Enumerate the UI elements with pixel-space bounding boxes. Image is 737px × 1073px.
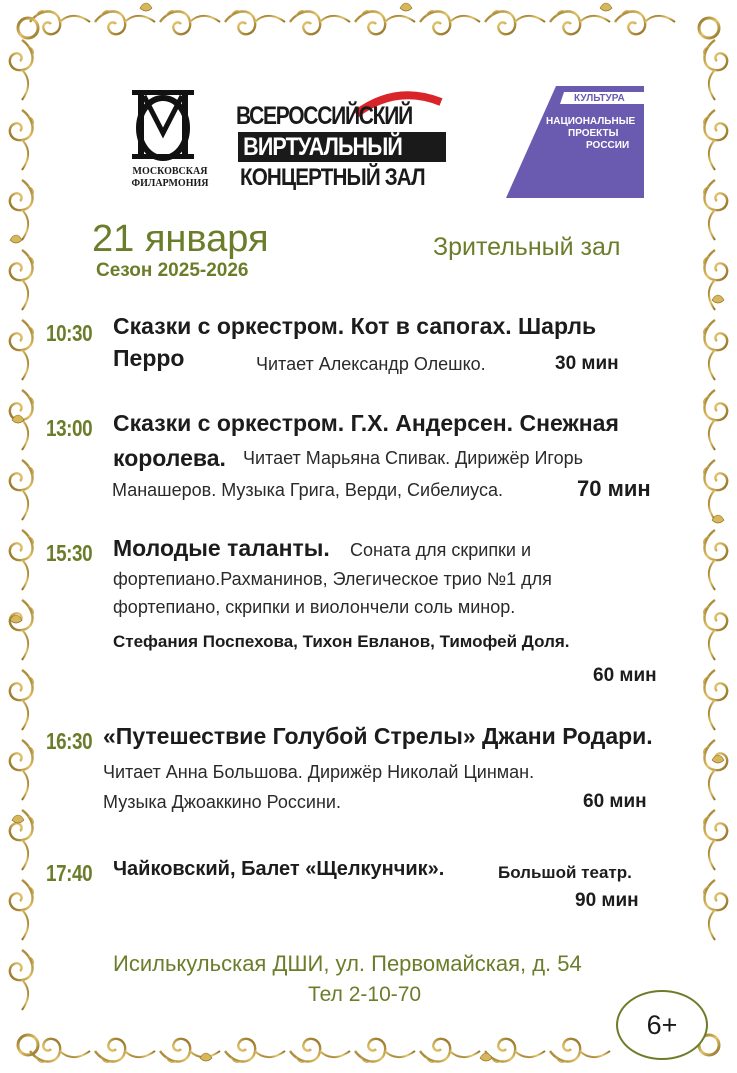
culture-line3: РОССИИ — [586, 140, 630, 151]
event-title-cont: Перро — [113, 345, 185, 371]
event-title: Чайковский, Балет «Щелкунчик». — [113, 858, 445, 880]
season-label: Сезон 2025-2026 — [96, 260, 249, 281]
vkz-line2: ВИРТУАЛЬНЫЙ — [238, 132, 446, 162]
event-title: Сказки с оркестром. Г.Х. Андерсен. Снежная — [113, 410, 619, 436]
event-description: Читает Марьяна Спивак. Дирижёр Игорь — [243, 448, 583, 468]
event-title: Молодые таланты. — [113, 535, 330, 561]
event-time: 13:00 — [46, 415, 93, 441]
event-performers: Стефания Поспехова, Тихон Евланов, Тимофей Доля. — [113, 632, 570, 651]
hall-name: Зрительный зал — [433, 233, 621, 261]
age-rating-label: 6+ — [646, 1009, 678, 1040]
philharmonia-emblem-icon — [118, 88, 222, 168]
event-duration: 70 мин — [577, 476, 651, 501]
venue-address: Исилькульская ДШИ, ул. Первомайская, д. 54 — [113, 951, 582, 976]
event-reader: Читает Александр Олешко. — [256, 354, 486, 374]
culture-top-label: КУЛЬТУРА — [574, 93, 625, 104]
virtual-concert-hall-logo — [236, 88, 448, 198]
event-description: фортепиано.Рахманинов, Элегическое трио №1 для — [113, 569, 552, 589]
event-duration: 60 мин — [583, 791, 647, 812]
event-duration: 90 мин — [575, 890, 639, 911]
event-title: «Путешествие Голубой Стрелы» Джани Родари. — [103, 723, 653, 749]
event-time: 17:40 — [46, 860, 93, 886]
culture-line2: ПРОЕКТЫ — [568, 128, 619, 139]
event-venue: Большой театр. — [498, 863, 632, 882]
event-description: Манашеров. Музыка Грига, Верди, Сибелиуса. — [112, 480, 503, 500]
event-duration: 60 мин — [593, 665, 657, 686]
event-description: Читает Анна Большова. Дирижёр Николай Цинман. — [103, 762, 535, 782]
philharmonia-logo-text: МОСКОВСКАЯ ФИЛАРМОНИЯ — [131, 166, 209, 189]
philharmonia-logo — [118, 88, 222, 196]
venue-phone: Тел 2-10-70 — [308, 983, 422, 1006]
event-time: 16:30 — [46, 728, 93, 754]
event-duration: 30 мин — [555, 353, 619, 374]
age-rating-badge — [616, 990, 708, 1060]
event-title: Сказки с оркестром. Кот в сапогах. Шарль — [113, 313, 597, 339]
national-projects-logo — [506, 86, 644, 198]
culture-line1: НАЦИОНАЛЬНЫЕ — [546, 116, 636, 127]
event-time: 15:30 — [46, 540, 93, 566]
vkz-line3: КОНЦЕРТНЫЙ ЗАЛ — [240, 164, 425, 191]
event-time: 10:30 — [46, 320, 93, 346]
event-description: фортепиано, скрипки и виолончели соль минор. — [113, 597, 516, 617]
vkz-line1: ВСЕРОССИЙСКИЙ — [236, 102, 412, 130]
event-title-cont: королева. — [113, 445, 226, 471]
event-date: 21 января — [92, 218, 269, 260]
event-description: Соната для скрипки и — [350, 540, 532, 560]
event-description: Музыка Джоаккино Россини. — [103, 792, 341, 812]
